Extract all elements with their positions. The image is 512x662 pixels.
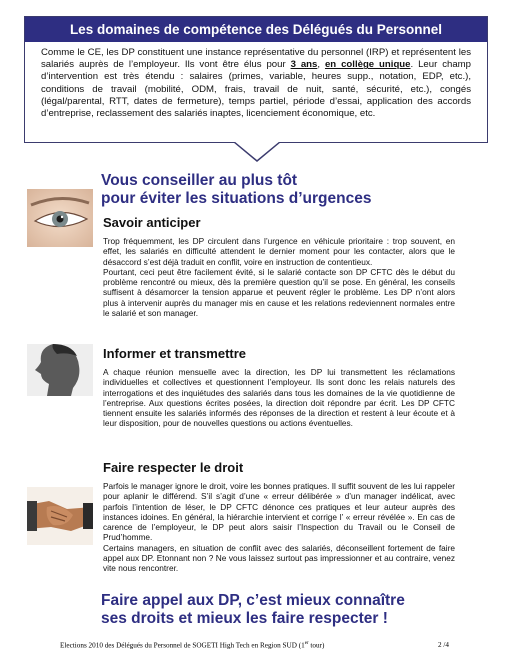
section-paragraph (103, 481, 455, 574)
section-paragraph (103, 236, 455, 318)
handshake-photo (27, 487, 93, 545)
paragraph-text: Parfois le manager ignore le droit, voire les bonnes pratiques. Il suffit souvent de les lui rappeler pour aplanir le différend. S’il s’agit d’une « erreur délibérée » d’un manager indélicat, avec parfois l’intention de léser, le DP CFTC dénonce ces pratiques et leur auteur auprès des instances idoines. En général, la hiérarchie intervient et corrige l’ « erreur révélée ». En cas de carence de l’employeur, le DP peut alors saisir l’Inspection du Travail ou le Conseil de Prud’homme. (103, 481, 455, 543)
intro-box (24, 16, 488, 143)
footer-text-end: tour) (308, 641, 325, 650)
intro-box-title: Les domaines de compétence des Délégués du Personnel (25, 17, 487, 42)
headline-line: Faire appel aux DP, c’est mieux connaître (101, 592, 405, 609)
paragraph-text: Trop fréquemment, les DP circulent dans l’urgence en véhicule prioritaire : trop souvent, en effet, les salariés en difficulté attendent le dernier moment pour les contacter, alors que le désaccord s’est déjà traduit en conflit, voire en instruction de contentieux. (103, 236, 455, 267)
callout-pointer-fill (234, 141, 280, 160)
underlined-term: 3 ans (290, 59, 318, 71)
underlined-term: en collège unique (324, 59, 411, 71)
intro-text-part: Comme le CE, les DP constituent une instance représentative du personnel (IRP) et représentent les salariés auprès de l’employeur. Ils vont être élus pour (41, 47, 471, 71)
intro-text-part: . Leur champ d’intervention est très étendu : salaires (primes, variable, heures supp., notation, EDP, etc.), conditions de travail (mobilité, ODM, frais, travail de nuit, santé, sécurité, etc.), congés (légal/parental, RTT, dates de fermeture), temps partiel, période d’essai, application des accords d’entreprise, reclassement des salariés inaptes, licenciement économique, etc. (41, 59, 471, 120)
section-title: Informer et transmettre (103, 346, 247, 361)
footer-text: Elections 2010 des Délégués du Personnel de SOGETI High Tech en Region SUD (1 (60, 641, 305, 650)
section-title: Savoir anticiper (103, 215, 201, 230)
paragraph-text: Pourtant, ceci peut être facilement évité, si le salarié contacte son DP CFTC dès le début du problème rencontré ou mieux, dès la première question qu’il se pose. En général, les conseils suffisent à désamorcer la tension apparue et peuvent régler le problème. Les DP n’ont alors plus à intervenir auprès du manager mis en cause et les relations redeviennent normales entre le salarié et son manager. (103, 266, 455, 319)
profile-photo (27, 344, 93, 396)
footer-superscript: er (304, 641, 309, 646)
headline-top (101, 172, 371, 208)
intro-box-text (25, 42, 487, 120)
headline-line: Vous conseiller au plus tôt (101, 172, 298, 189)
headline-line: ses droits et mieux les faire respecter ! (101, 610, 388, 627)
headline-line: pour éviter les situations d’urgences (101, 190, 372, 207)
section-title: Faire respecter le droit (103, 460, 244, 475)
paragraph-text: Certains managers, en situation de conflit avec des salariés, déconseillent fortement de faire appel aux DP. Etonnant non ? Ne vous laissez surtout pas impressionner et au contraire, venez vite nous rencontrer. (103, 542, 455, 574)
intro-text-part: , (317, 59, 325, 71)
section-paragraph (103, 367, 455, 429)
eye-photo (27, 189, 93, 247)
headline-bottom (101, 592, 405, 628)
paragraph-text: A chaque réunion mensuelle avec la direction, les DP lui transmettent les réclamations individuelles et collectives et questionnent l’employeur. Ils sont donc les relais naturels des interrogations et des inquiétudes des salariés dans tous les domaines de la vie quotidienne de l’entreprise. Aux questions écrites posées, la direction doit répondre par écrit. Les DP CFTC tiennent ensuite les salariés informés des réponses de la direction et restent à leur écoute et à leur disposition, pour de nouvelles questions ou actions éventuelles. (103, 367, 455, 429)
page-number: 2 /4 (438, 641, 449, 649)
page-footer (60, 641, 460, 649)
